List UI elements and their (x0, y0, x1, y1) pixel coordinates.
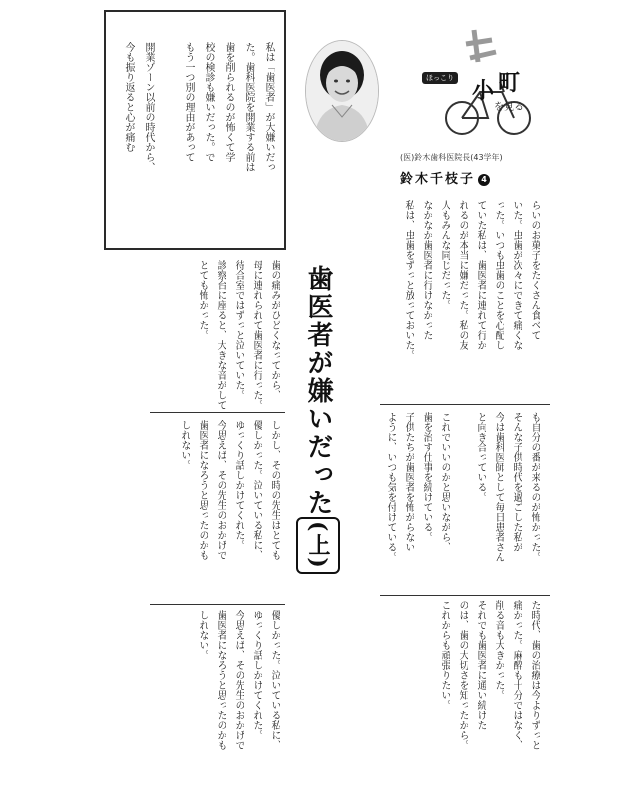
body-text-column: 母に連れられて歯医者に行った。 (251, 260, 262, 410)
body-text-column: 優しかった。泣いている私に、 (251, 420, 262, 560)
body-text-column: ていた私は、歯医者に連れて行か (475, 200, 486, 350)
divider (150, 604, 285, 605)
body-text-column: 歯を治す仕事を続けている。 (421, 412, 432, 542)
body-text-column: 歯医者になろうと思ったのかも (197, 420, 208, 560)
body-text-column: なかなか歯医者に行けなかった (421, 200, 432, 340)
author-name (400, 168, 490, 187)
body-text-column: 今思えば、その先生のおかげで (215, 420, 226, 560)
body-text-column: そんな子供時代を過ごした私が (511, 412, 522, 552)
body-text-column: しれない。 (179, 420, 190, 470)
headline (300, 265, 340, 570)
author-portrait (305, 40, 379, 142)
body-text-column (160, 260, 172, 410)
profile-text-column: 開業ゾーン以前の時代から、 (143, 42, 154, 172)
profile-text-column: 歯を削られるのが怖くて学 (223, 42, 234, 162)
body-text-column: 人もみんな同じだった。 (439, 200, 450, 310)
body-text-column: ゆっくり話しかけてくれた。 (251, 610, 262, 740)
body-text-column: のは、歯の大切さを知ったから。 (457, 600, 468, 750)
body-text-column: 今は歯科医師として毎日患者さん (493, 412, 504, 562)
body-text-column: 私は、虫歯をずっと放っておいた。 (403, 200, 414, 360)
body-text-column: とても怖かった。 (197, 260, 208, 340)
body-text-column: 子供たちが歯医者を怖がらない (403, 412, 414, 552)
author-role: (医)鈴木歯科医院長(43学年) (400, 153, 503, 162)
body-text-column: いた。虫歯が次々にできて痛くな (511, 200, 522, 350)
body-text-column: ように、いつも気を付けている。 (385, 412, 396, 562)
divider (380, 404, 550, 405)
portrait-image (306, 41, 378, 141)
body-text-column: も自分の番が来るのが怖かった。 (529, 412, 540, 562)
body-text-column: しかし、その時の先生はとても (269, 420, 280, 560)
profile-text-column: 今も振り返ると心が痛む (123, 42, 134, 152)
body-text-column: 歯の痛みがひどくなってから、 (269, 260, 280, 400)
body-text-column: 痛かった。麻酔も十分ではなく、 (511, 600, 522, 750)
profile-text-column: もう一つ別の理由があって (183, 42, 194, 162)
body-text-column (178, 260, 190, 410)
author-name-text: 鈴木千枝子 (400, 172, 476, 187)
body-text-column: 歯医者になろうと思ったのかも (215, 610, 226, 750)
column-tag: ほっこり (422, 72, 458, 84)
body-text-column (160, 420, 172, 600)
column-logo (422, 22, 542, 142)
body-text-column: 今思えば、その先生のおかげで (233, 610, 244, 750)
body-text-column: 優しかった。泣いている私に、 (269, 610, 280, 750)
headline-part: (上) (296, 517, 340, 574)
body-text-column: 削る音も大きかった。 (493, 600, 504, 700)
profile-text-column: 校の検診も嫌いだった。で (203, 42, 214, 162)
logo-char: 町 (498, 70, 521, 96)
body-text-column: れるのが本当に嫌だった。私の友 (457, 200, 468, 350)
body-text-column: それでも歯医者に通い続けた (475, 600, 486, 730)
body-text-column (178, 610, 190, 780)
divider (150, 412, 285, 413)
author-badge: 4 (478, 174, 490, 186)
profile-text-column (162, 42, 175, 238)
body-text-column: た時代、歯の治療は今よりずっと (529, 600, 540, 750)
body-text-column: 診察台に座ると、大きな音がして (215, 260, 226, 410)
body-text-column: った。いつも虫歯のことを心配し (493, 200, 504, 350)
profile-text-column: 私は「歯医者」が大嫌いだっ (263, 42, 274, 172)
profile-box (104, 10, 286, 250)
headline-main: 歯医者が嫌いだった (303, 265, 333, 517)
body-text-column: これからも頑張りたい。 (439, 600, 450, 710)
body-text-column: 待合室ではずっと泣いていた。 (233, 260, 244, 400)
divider (380, 595, 550, 596)
logo-subtitle: を見る (494, 102, 524, 113)
body-text-column: ゆっくり話しかけてくれた。 (233, 420, 244, 550)
body-text-column (456, 412, 468, 592)
body-text-column: らいのお菓子をたくさん食べて (529, 200, 540, 340)
body-text-column: と向き合っている。 (475, 412, 486, 502)
logo-char: 小 (472, 78, 495, 104)
body-text-column (420, 600, 432, 780)
profile-text-column: た。歯科医院を開業する前は (243, 42, 254, 172)
body-text-column: しれない。 (197, 610, 208, 660)
body-text-column: これでいいのかと思いながら、 (439, 412, 450, 552)
